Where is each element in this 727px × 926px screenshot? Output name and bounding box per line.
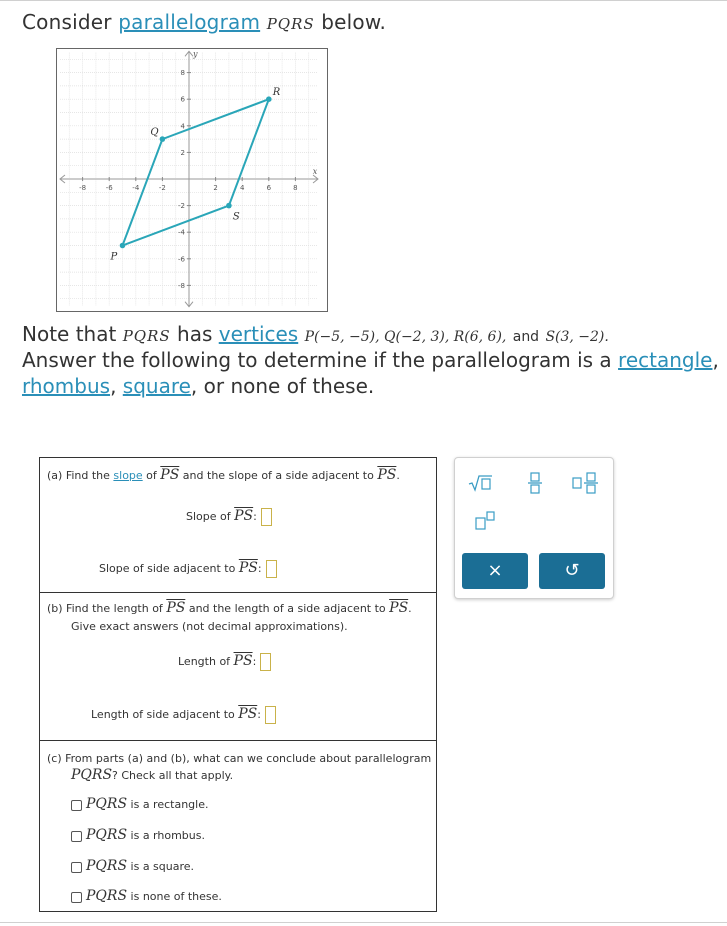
vertex-point xyxy=(266,96,272,102)
figure-name: PQRS xyxy=(266,15,315,33)
vertex-label: P xyxy=(110,251,118,263)
instructions-comma-2: , xyxy=(110,374,123,398)
title-text-end: below. xyxy=(314,10,387,34)
x-tick-label: 4 xyxy=(239,184,245,192)
checkbox[interactable] xyxy=(71,800,82,811)
x-tick-label: 6 xyxy=(266,184,272,192)
checkbox[interactable] xyxy=(71,862,82,873)
option-label: is a rhombus. xyxy=(130,829,205,842)
instructions-text: Answer the following to determine if the parallelogram is a xyxy=(22,348,619,372)
y-tick-label: 6 xyxy=(180,95,185,104)
instructions-end: , or none of these. xyxy=(190,374,375,398)
part-a-of: of xyxy=(142,469,161,482)
part-a-section xyxy=(40,458,436,593)
part-b-end: . xyxy=(408,602,412,615)
segment-ps: $\overline{PS}$ xyxy=(238,560,258,576)
y-tick-label: -4 xyxy=(178,228,185,237)
slope-ps-row xyxy=(186,508,272,526)
length-ps-input[interactable] xyxy=(260,653,271,671)
part-b-prompt xyxy=(47,600,412,616)
slope-ps-input[interactable] xyxy=(261,508,272,526)
y-tick-label: 2 xyxy=(180,148,185,157)
slope-ps-label: Slope of xyxy=(186,510,235,523)
option-none[interactable] xyxy=(71,888,222,904)
colon: : xyxy=(253,510,257,523)
slope-adjacent-input[interactable] xyxy=(266,560,277,578)
answer-panel xyxy=(39,457,437,912)
colon: : xyxy=(257,562,262,575)
clear-button[interactable] xyxy=(462,553,528,589)
segment-ps: $\overline{PS}$ xyxy=(238,706,258,722)
instructions-line1 xyxy=(22,348,719,372)
exponent-tool[interactable] xyxy=(473,510,503,534)
instructions-line2 xyxy=(22,374,374,398)
length-ps-row xyxy=(178,653,271,671)
part-a-end: . xyxy=(396,469,400,482)
instructions-comma: , xyxy=(712,348,719,372)
segment-ps: $\overline{PS}$ xyxy=(389,600,409,616)
vertex-label: S xyxy=(232,211,240,223)
y-tick-label: -8 xyxy=(178,281,185,290)
exponent-icon xyxy=(473,510,503,532)
y-tick-label: 4 xyxy=(180,122,185,131)
segment-ps: $\overline{PS}$ xyxy=(166,600,186,616)
length-adjacent-row xyxy=(91,706,276,724)
vertex-label: Q xyxy=(150,127,159,139)
length-adjacent-label: Length of side adjacent to xyxy=(91,708,239,721)
x-axis-label: x xyxy=(312,167,318,176)
figure-name: PQRS xyxy=(71,767,113,783)
y-tick-label: 8 xyxy=(180,69,185,78)
slope-link[interactable]: slope xyxy=(113,469,143,482)
note-text: Note that xyxy=(22,322,123,346)
title-text: Consider xyxy=(22,10,119,34)
x-tick-label: -2 xyxy=(158,184,166,192)
rhombus-link[interactable]: rhombus xyxy=(22,374,111,398)
x-tick-label: 8 xyxy=(293,184,298,192)
figure-name: PQRS xyxy=(86,827,128,843)
option-label: is none of these. xyxy=(130,890,222,903)
part-b-text: (b) Find the length of xyxy=(47,602,167,615)
square-link[interactable]: square xyxy=(122,374,191,398)
checkbox[interactable] xyxy=(71,831,82,842)
y-axis-label: y xyxy=(193,49,198,59)
question-title xyxy=(22,10,386,34)
mixed-number-icon xyxy=(570,472,604,494)
part-a-text: (a) Find the xyxy=(47,469,114,482)
coordinate-graph xyxy=(56,48,328,312)
math-toolbar xyxy=(454,457,614,599)
segment-ps: $\overline{PS}$ xyxy=(160,467,180,483)
part-c-prompt-2 xyxy=(71,767,233,783)
part-b-mid: and the length of a side adjacent to xyxy=(185,602,390,615)
top-divider xyxy=(0,0,727,1)
vertex-label: R xyxy=(272,87,281,99)
undo-icon: ↺ xyxy=(564,560,580,581)
vertices-note xyxy=(22,322,609,346)
fraction-icon xyxy=(520,472,550,494)
vertex-s-coordinate: S(3, −2). xyxy=(545,329,609,345)
fraction-tool[interactable] xyxy=(520,472,550,496)
option-label: is a square. xyxy=(130,860,195,873)
option-label: is a rectangle. xyxy=(130,798,209,811)
x-tick-label: -6 xyxy=(105,184,113,192)
mixed-number-tool[interactable] xyxy=(570,472,600,496)
vertex-point xyxy=(160,136,166,142)
vertex-coordinates: P(−5, −5), Q(−2, 3), R(6, 6), xyxy=(304,329,507,345)
option-square[interactable] xyxy=(71,858,194,874)
part-c-prompt: (c) From parts (a) and (b), what can we conclude about parallelogram xyxy=(47,752,432,765)
bottom-divider xyxy=(0,922,727,923)
figure-name: PQRS xyxy=(86,858,128,874)
part-b-section xyxy=(40,593,436,741)
colon: : xyxy=(252,655,257,668)
part-a-prompt xyxy=(47,467,400,483)
parallelogram-pqrs xyxy=(123,99,269,245)
figure-name: PQRS xyxy=(86,796,128,812)
close-icon: × xyxy=(487,560,503,581)
vertex-point xyxy=(120,243,126,249)
rectangle-link[interactable]: rectangle xyxy=(618,348,713,372)
x-tick-label: -8 xyxy=(79,184,87,192)
option-rhombus[interactable] xyxy=(71,827,205,843)
parallelogram-link[interactable]: parallelogram xyxy=(118,10,261,34)
segment-ps: $\overline{PS}$ xyxy=(234,508,254,524)
note-figure-name: PQRS xyxy=(122,327,171,345)
part-c-instructions: ? Check all that apply. xyxy=(112,769,234,782)
segment-ps: $\overline{PS}$ xyxy=(233,653,253,669)
x-tick-label: 2 xyxy=(213,184,218,192)
vertex-point xyxy=(226,203,232,209)
segment-ps: $\overline{PS}$ xyxy=(377,467,397,483)
y-tick-label: -2 xyxy=(178,202,185,211)
length-adjacent-input[interactable] xyxy=(265,706,276,724)
undo-button[interactable] xyxy=(539,553,605,589)
graph-svg xyxy=(57,49,327,311)
part-b-instructions: Give exact answers (not decimal approximations). xyxy=(71,620,348,633)
sqrt-tool[interactable] xyxy=(465,472,495,496)
slope-adjacent-row xyxy=(99,560,277,578)
slope-adjacent-label: Slope of side adjacent to xyxy=(99,562,239,575)
figure-name: PQRS xyxy=(86,888,128,904)
checkbox[interactable] xyxy=(71,892,82,903)
part-a-mid: and the slope of a side adjacent to xyxy=(179,469,378,482)
sqrt-icon xyxy=(465,472,495,494)
part-c-section xyxy=(40,741,436,911)
length-ps-label: Length of xyxy=(178,655,234,668)
y-tick-label: -6 xyxy=(178,255,185,264)
option-rectangle[interactable] xyxy=(71,796,208,812)
x-tick-label: -4 xyxy=(132,184,140,192)
vertices-link[interactable]: vertices xyxy=(218,322,299,346)
note-text-2: has xyxy=(170,322,219,346)
colon: : xyxy=(257,708,261,721)
note-and: and xyxy=(512,329,540,345)
